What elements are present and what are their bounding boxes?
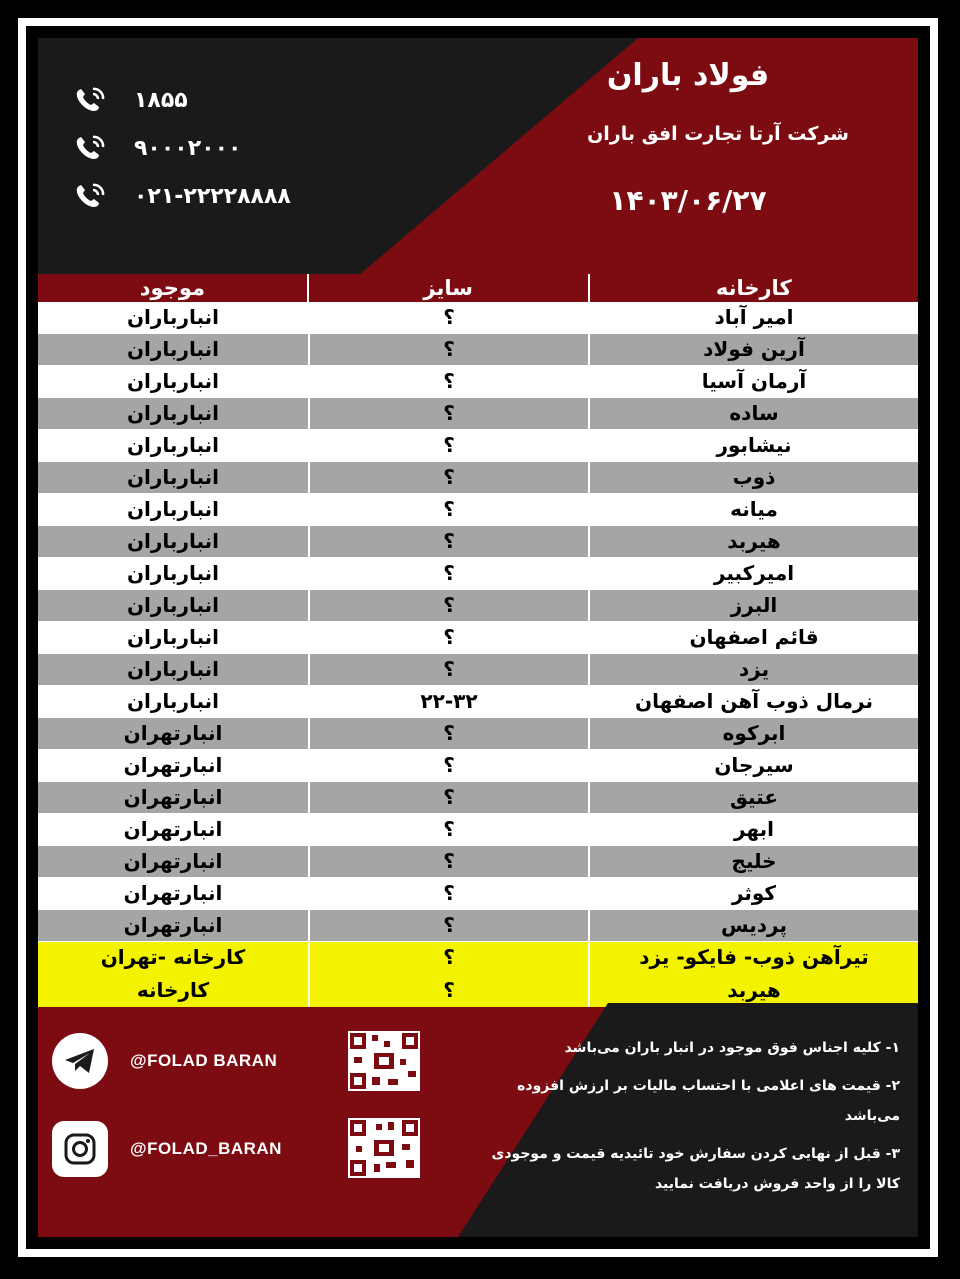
- size-cell: ؟: [308, 334, 588, 365]
- company-name: شرکت آرتا تجارت افق باران: [587, 123, 849, 145]
- stock-cell: انبارتهران: [123, 785, 223, 809]
- stock-cell: انبارتهران: [123, 913, 223, 937]
- factory-cell: البرز: [588, 590, 918, 621]
- phone-number: ۹۰۰۰۲۰۰۰: [134, 135, 242, 161]
- table-row: [38, 366, 918, 398]
- notes-list: [480, 1033, 900, 1207]
- factory-cell: خلیج: [588, 846, 918, 877]
- phone-row-2[interactable]: [72, 130, 241, 166]
- factory-cell: پردیس: [588, 910, 918, 941]
- factory-cell: کوثر: [588, 878, 918, 909]
- factory-cell: میانه: [588, 494, 918, 525]
- factory-cell: نیشابور: [588, 430, 918, 461]
- factory-cell: هیربد: [588, 526, 918, 557]
- telegram-link[interactable]: [52, 1033, 277, 1089]
- size-cell: ؟: [308, 846, 588, 877]
- factory-cell: قائم اصفهان: [588, 622, 918, 653]
- stock-cell: انبارباران: [126, 625, 219, 649]
- price-table: [38, 302, 918, 1007]
- size-cell: ؟: [308, 590, 588, 621]
- phone-row-1[interactable]: [72, 82, 188, 118]
- note-item: ۲- قیمت های اعلامی با احتساب مالیات بر ارزش افزوده می‌باشد: [517, 1078, 900, 1124]
- factory-cell: امیر آباد: [588, 302, 918, 333]
- stock-cell: کارخانه -تهران: [100, 945, 246, 969]
- phone-icon: [72, 130, 114, 166]
- column-header-size: سایز: [307, 274, 588, 302]
- factory-cell: نرمال ذوب آهن اصفهان: [588, 686, 918, 717]
- instagram-qr-code: [348, 1118, 420, 1178]
- factory-cell: ساده: [588, 398, 918, 429]
- table-row: [38, 654, 918, 686]
- factory-cell: ذوب: [588, 462, 918, 493]
- table-row: [38, 590, 918, 622]
- table-row: [38, 750, 918, 782]
- stock-cell: انبارباران: [126, 529, 219, 553]
- size-cell: ؟: [308, 782, 588, 813]
- size-cell: ؟: [308, 814, 588, 845]
- instagram-link[interactable]: [52, 1121, 282, 1177]
- factory-cell: ابرکوه: [588, 718, 918, 749]
- stock-cell: کارخانه: [136, 977, 210, 1002]
- size-cell: ؟: [308, 526, 588, 557]
- phone-row-3[interactable]: [72, 178, 291, 214]
- stock-cell: انبارتهران: [123, 817, 223, 841]
- size-cell: ؟: [308, 654, 588, 685]
- factory-cell: تیرآهن ذوب- فایکو- یزد: [588, 942, 918, 975]
- note-item: ۱- کلیه اجناس فوق موجود در انبار باران می‌باشد: [564, 1040, 900, 1056]
- table-row-highlight: [38, 942, 918, 975]
- stock-cell: انبارباران: [126, 465, 219, 489]
- stock-cell: انبارباران: [126, 689, 219, 713]
- table-row: [38, 814, 918, 846]
- factory-cell: هیربد: [588, 975, 918, 1008]
- size-cell: ؟: [308, 302, 588, 333]
- table-row: [38, 334, 918, 366]
- column-header-factory: کارخانه: [588, 274, 919, 302]
- table-row: [38, 398, 918, 430]
- instagram-icon: [52, 1121, 108, 1177]
- table-row: [38, 622, 918, 654]
- size-cell: ؟: [308, 462, 588, 493]
- stock-cell: انبارتهران: [123, 881, 223, 905]
- table-header: [38, 274, 918, 302]
- stock-cell: انبارتهران: [123, 753, 223, 777]
- telegram-handle: @FOLAD BARAN: [130, 1051, 278, 1070]
- size-cell: ؟: [308, 878, 588, 909]
- brand-title: فولاد باران: [606, 58, 770, 93]
- size-cell: ؟: [308, 622, 588, 653]
- price-list-card: [38, 38, 918, 1237]
- size-cell: ؟: [308, 398, 588, 429]
- stock-cell: انبارباران: [126, 433, 219, 457]
- stock-cell: انبارتهران: [123, 849, 223, 873]
- phone-icon: [72, 178, 114, 214]
- table-row: [38, 462, 918, 494]
- table-row: [38, 782, 918, 814]
- note-item: ۳- قبل از نهایی کردن سفارش خود تائیدیه قیمت و موجودی کالا را از واحد فروش دریافت نمایید: [491, 1146, 900, 1192]
- factory-cell: یزد: [588, 654, 918, 685]
- table-row: [38, 494, 918, 526]
- phone-number: ۱۸۵۵: [134, 87, 188, 113]
- stock-cell: انبارباران: [126, 657, 219, 681]
- phone-icon: [72, 82, 114, 118]
- table-row-highlight: [38, 975, 918, 1008]
- size-cell: ؟: [308, 910, 588, 941]
- table-row: [38, 910, 918, 942]
- factory-cell: امیرکبیر: [588, 558, 918, 589]
- table-row: [38, 718, 918, 750]
- stock-cell: انبارتهران: [123, 721, 223, 745]
- size-cell: ؟: [308, 366, 588, 397]
- column-header-stock: موجود: [139, 276, 205, 300]
- table-row: [38, 558, 918, 590]
- instagram-handle: @FOLAD_BARAN: [130, 1139, 282, 1158]
- stock-cell: انبارباران: [126, 593, 219, 617]
- stock-cell: انبارباران: [126, 561, 219, 585]
- table-row: [38, 686, 918, 718]
- stock-cell: انبارباران: [126, 497, 219, 521]
- telegram-qr-code: [348, 1031, 420, 1091]
- table-row: [38, 302, 918, 334]
- factory-cell: آرمان آسیا: [588, 366, 918, 397]
- size-cell: ؟: [308, 558, 588, 589]
- stock-cell: انبارباران: [126, 305, 219, 329]
- size-cell: ؟: [308, 430, 588, 461]
- stock-cell: انبارباران: [126, 401, 219, 425]
- factory-cell: آرین فولاد: [588, 334, 918, 365]
- phone-number: ۰۲۱-۲۲۲۲۸۸۸۸: [134, 183, 291, 209]
- table-row: [38, 526, 918, 558]
- table-row: [38, 430, 918, 462]
- telegram-icon: [52, 1033, 108, 1089]
- size-cell: ؟: [308, 718, 588, 749]
- stock-cell: انبارباران: [126, 369, 219, 393]
- inner-frame: [26, 26, 930, 1249]
- size-cell: ؟: [308, 942, 588, 975]
- factory-cell: سیرجان: [588, 750, 918, 781]
- table-row: [38, 846, 918, 878]
- size-cell: ؟: [308, 494, 588, 525]
- factory-cell: ابهر: [588, 814, 918, 845]
- factory-cell: عتیق: [588, 782, 918, 813]
- outer-frame: [18, 18, 938, 1257]
- size-cell: ؟: [308, 750, 588, 781]
- stock-cell: انبارباران: [126, 337, 219, 361]
- table-row: [38, 878, 918, 910]
- size-cell: ؟: [308, 975, 588, 1008]
- date-label: ۱۴۰۳/۰۶/۲۷: [609, 184, 767, 217]
- size-cell: ۲۲-۳۲: [308, 686, 588, 717]
